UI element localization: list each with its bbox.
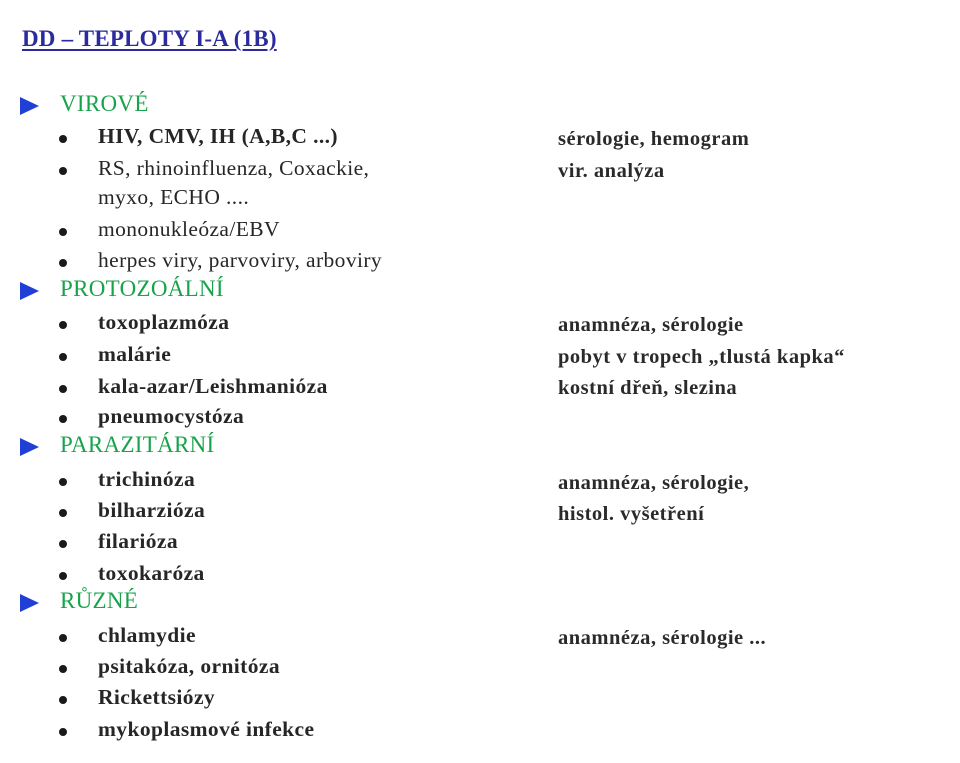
- note-text: histol. vyšetření: [558, 503, 705, 525]
- item-text: chlamydie: [98, 623, 196, 647]
- bullet-icon: [59, 385, 67, 393]
- arrow-bullet-icon: [20, 282, 39, 300]
- bullet-icon: [59, 478, 67, 486]
- arrow-bullet-icon: [20, 97, 39, 115]
- note-text: pobyt v tropech „tlustá kapka“: [558, 346, 845, 368]
- item-text: trichinóza: [98, 467, 196, 491]
- bullet-icon: [59, 167, 67, 175]
- bullet-icon: [59, 572, 67, 580]
- list-item: [0, 374, 960, 406]
- arrow-bullet-icon: [20, 594, 39, 612]
- bullet-icon: [59, 228, 67, 236]
- arrow-bullet-icon: [20, 438, 39, 456]
- section-virove: [0, 91, 960, 123]
- bullet-icon: [59, 321, 67, 329]
- item-text: bilharzióza: [98, 498, 206, 522]
- list-item-continuation: [0, 185, 960, 217]
- bullet-icon: [59, 353, 67, 361]
- section-ruzne: [0, 588, 960, 620]
- note-text: anamnéza, sérologie ...: [558, 627, 767, 649]
- bullet-icon: [59, 696, 67, 704]
- bullet-icon: [59, 665, 67, 673]
- list-item: [0, 217, 960, 249]
- item-text: pneumocystóza: [98, 404, 245, 428]
- bullet-icon: [59, 135, 67, 143]
- item-text: malárie: [98, 342, 172, 366]
- list-item: [0, 156, 960, 188]
- list-item: [0, 498, 960, 530]
- list-item: [0, 124, 960, 156]
- item-text: mykoplasmové infekce: [98, 717, 315, 741]
- item-text: RS, rhinoinfluenza, Coxackie,: [98, 156, 370, 180]
- list-item: [0, 685, 960, 717]
- item-text: toxokaróza: [98, 561, 205, 585]
- list-item: [0, 467, 960, 499]
- section-parazitarni: [0, 432, 960, 464]
- item-text: psitakóza, ornitóza: [98, 654, 280, 678]
- bullet-icon: [59, 415, 67, 423]
- section-protozoalni: [0, 276, 960, 308]
- section-label: PROTOZOÁLNÍ: [60, 276, 224, 301]
- section-label: PARAZITÁRNÍ: [60, 432, 215, 457]
- page-title: DD – TEPLOTY I-A (1B): [22, 26, 277, 51]
- item-text: filarióza: [98, 529, 179, 553]
- bullet-icon: [59, 259, 67, 267]
- note-text: kostní dřeň, slezina: [558, 377, 738, 399]
- list-item: [0, 654, 960, 686]
- note-text: anamnéza, sérologie: [558, 314, 744, 336]
- item-text: mononukleóza/EBV: [98, 217, 280, 241]
- bullet-icon: [59, 728, 67, 736]
- item-text: myxo, ECHO ....: [98, 185, 250, 209]
- bullet-icon: [59, 540, 67, 548]
- section-label: RŮZNÉ: [60, 588, 139, 613]
- bullet-icon: [59, 509, 67, 517]
- item-text: Rickettsiózy: [98, 685, 216, 709]
- bullet-icon: [59, 634, 67, 642]
- note-text: vir. analýza: [558, 160, 665, 182]
- item-text: HIV, CMV, IH (A,B,C ...): [98, 124, 338, 148]
- list-item: [0, 717, 960, 749]
- section-label: VIROVÉ: [60, 91, 149, 116]
- list-item: [0, 310, 960, 342]
- item-text: kala-azar/Leishmanióza: [98, 374, 328, 398]
- item-text: herpes viry, parvoviry, arboviry: [98, 248, 383, 272]
- note-text: sérologie, hemogram: [558, 128, 750, 150]
- item-text: toxoplazmóza: [98, 310, 230, 334]
- list-item: [0, 623, 960, 655]
- list-item: [0, 529, 960, 561]
- note-text: anamnéza, sérologie,: [558, 472, 750, 494]
